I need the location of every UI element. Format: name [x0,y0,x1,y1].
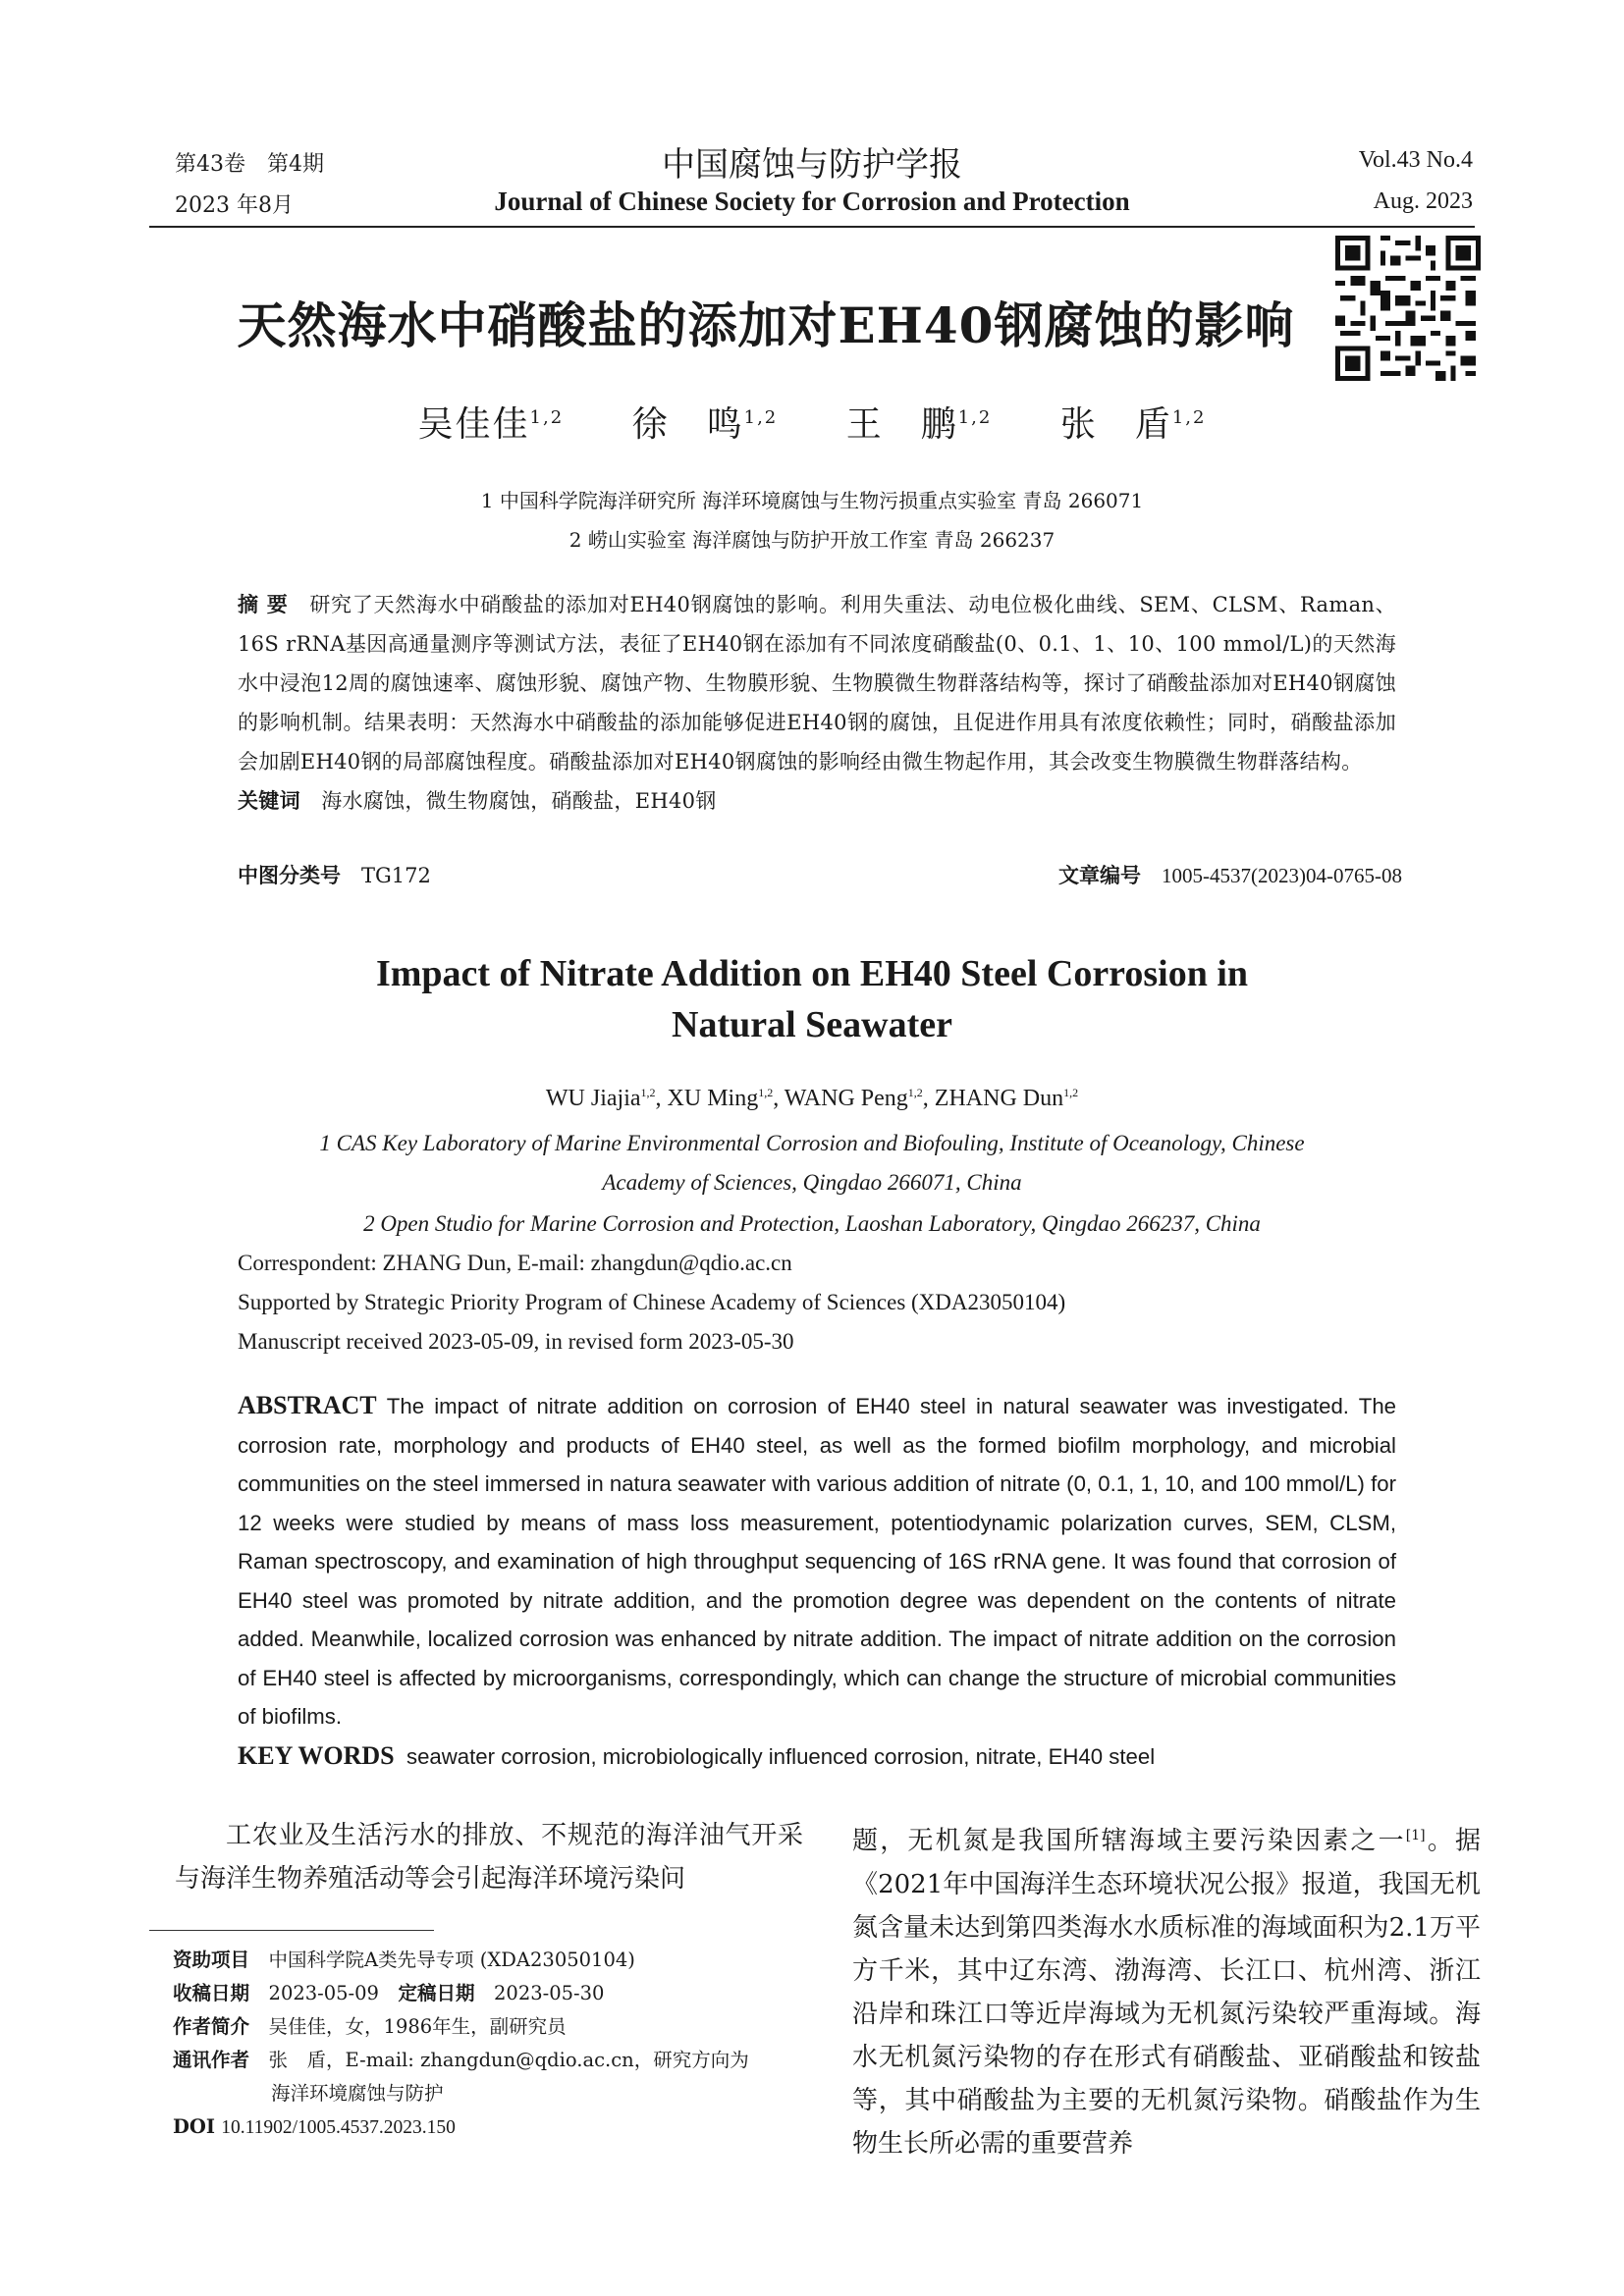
abstract-cn [238,585,1396,821]
article-title-cn: 天然海水中硝酸盐的添加对EH40钢腐蚀的影响 [237,296,1295,354]
affiliation-cn-1: 1 中国科学院海洋研究所 海洋环境腐蚀与生物污损重点实验室 青岛 266071 [480,489,1144,512]
manuscript-dates: Manuscript received 2023-05-09, in revised form 2023-05-30 [238,1329,794,1354]
footnote-dates: 收稿日期 2023-05-09 定稿日期 2023-05-30 [173,1982,605,2004]
journal-title-cn: 中国腐蚀与防护学报 [662,145,962,185]
supported-by: Supported by Strategic Priority Program of Chinese Academy of Sciences (XDA23050104) [238,1290,1066,1314]
footnotes [173,1944,782,2145]
affiliation-en-1a: 1 CAS Key Laboratory of Marine Environmental Corrosion and Biofouling, Institute of Oceanology, Chinese [319,1131,1305,1155]
author-en: XU Ming$^{1,2}$ [667,1086,774,1111]
article-number: 文章编号 1005-4537(2023)04-0765-08 [1058,863,1402,887]
affiliation-en-2: 2 Open Studio for Marine Corrosion and Protection, Laoshan Laboratory, Qingdao 266237, China [363,1211,1261,1236]
body-text-left: 工农业及生活污水的排放、不规范的海洋油气开采与海洋生物养殖活动等会引起海洋环境污染问 [175,1821,803,1894]
abstract-cn-label: 摘 要 [238,592,289,616]
author-en: WU Jiajia$^{1,2}$ [545,1086,656,1111]
abstract-en-label: ABSTRACT [238,1391,377,1419]
author-cn: 徐 鸣$^{1,2}$ [631,404,779,445]
authors-en: WU Jiajia$^{1,2}$, XU Ming$^{1,2}$, WANG Peng$^{1,2}$, ZHANG Dun$^{1,2}$ [545,1086,1079,1111]
date-en: Aug. 2023 [1373,188,1473,214]
author-cn: 吴佳佳$^{1,2}$ [417,404,565,445]
affiliation-cn-2: 2 崂山实验室 海洋腐蚀与防护开放工作室 青岛 266237 [568,528,1056,552]
footnote-author: 作者简介 吴佳佳，女，1986年生，副研究员 [173,2015,567,2038]
journal-title-en: Journal of Chinese Society for Corrosion and Protection [494,187,1130,216]
footnote-doi: DOI 10.11902/1005.4537.2023.150 [173,2115,456,2138]
article-title-en: Impact of Nitrate Addition on EH40 Steel Corrosion in Natural Seawater [375,953,1249,1045]
keywords-en-label: KEY WORDS [238,1740,395,1770]
volume-issue-cn: 第43卷 第4期 [175,152,324,177]
author-en: ZHANG Dun$^{1,2}$ [934,1086,1079,1111]
correspondent-en: Correspondent: ZHANG Dun, E-mail: zhangdun@qdio.ac.cn [238,1251,792,1275]
author-cn: 张 盾$^{1,2}$ [1059,404,1207,445]
author-cn: 王 鹏$^{1,2}$ [845,404,993,445]
abstract-cn-text: 研究了天然海水中硝酸盐的添加对EH40钢腐蚀的影响。利用失重法、动电位极化曲线、SEM、CLSM、Raman、16S rRNA基因高通量测序等测试方法，表征了EH40钢在添加有不同浓度硝酸盐(0、0.1、1、10、100 mmol/L)的天然海水中浸泡12周的腐蚀速率、腐蚀形貌、腐蚀产物、生物膜形貌、生物膜微生物群落结构等，探讨了硝酸盐添加对EH40钢腐蚀的影响机制。结果表明：天然海水中硝酸盐的添加能够促进EH40钢的腐蚀，且促进作用具有浓度依赖性；同时，硝酸盐添加会加剧EH40钢的局部腐蚀程度。硝酸盐添加对EH40钢腐蚀的影响经由微生物起作用，其会改变生物膜微生物群落结构。 [238,593,1396,774]
citation-ref: [1] [1405,1828,1426,1843]
qr-code [1335,232,1481,385]
keywords-cn-text: 海水腐蚀，微生物腐蚀，硝酸盐，EH40钢 [321,789,717,813]
volume-issue-en: Vol.43 No.4 [1358,147,1473,173]
abstract-en [238,1386,1396,1776]
author-en: WANG Peng$^{1,2}$ [784,1086,923,1111]
date-cn: 2023 年8月 [175,193,294,218]
footnote-rule [149,1930,434,1931]
header-rule [149,226,1475,228]
authors-cn [0,397,1624,447]
classification: 中图分类号 TG172 [238,863,431,887]
footnote-funding: 资助项目 中国科学院A类先导专项 (XDA23050104) [173,1949,635,1971]
footnote-correspondent: 通讯作者 张 盾，E-mail: zhangdun@qdio.ac.cn，研究方向为 [173,2049,749,2071]
footnote-correspondent-cont: 海洋环境腐蚀与防护 [271,2082,444,2105]
body-text-right: 题，无机氮是我国所辖海域主要污染因素之一[1]。据《2021年中国海洋生态环境状况公报》报道，我国无机氮含量未达到第四类海水水质标准的海域面积为2.1万平方千米，其中辽东湾、渤海湾、长江口、杭州湾、浙江沿岸和珠江口等近岸海域为无机氮污染较严重海域。海水无机氮污染物的存在形式有硝酸盐、亚硝酸盐和铵盐等，其中硝酸盐为主要的无机氮污染物。硝酸盐作为生物生长所必需的重要营养 [852,1826,1481,2159]
affiliation-en-1b: Academy of Sciences, Qingdao 266071, China [602,1170,1022,1195]
keywords-cn-label: 关键词 [238,788,300,813]
keywords-en-text: seawater corrosion, microbiologically influenced corrosion, nitrate, EH40 steel [406,1743,1156,1769]
abstract-en-text: The impact of nitrate addition on corrosion of EH40 steel in natural seawater was investigated. The corrosion rate, morphology and products of EH40 steel, as well as the formed biofilm morphology, and microbial communities on the steel immersed in natura seawater with various addition of nitrate (0, 0.1, 1, 10, and 100 mmol/L) for 12 weeks were studied by means of mass loss measurement, potentiodynamic polarization curves, SEM, CLSM, Raman spectroscopy, and examination of high throughput sequencing of 16S rRNA gene. It was found that corrosion of EH40 steel was promoted by nitrate addition, and the promotion degree was dependent on the contents of nitrate added. Meanwhile, localized corrosion was enhanced by nitrate addition. The impact of nitrate addition on the corrosion of EH40 steel is affected by microorganisms, correspondingly, which can change the structure of microbial communities of biofilms. [238,1394,1396,1729]
